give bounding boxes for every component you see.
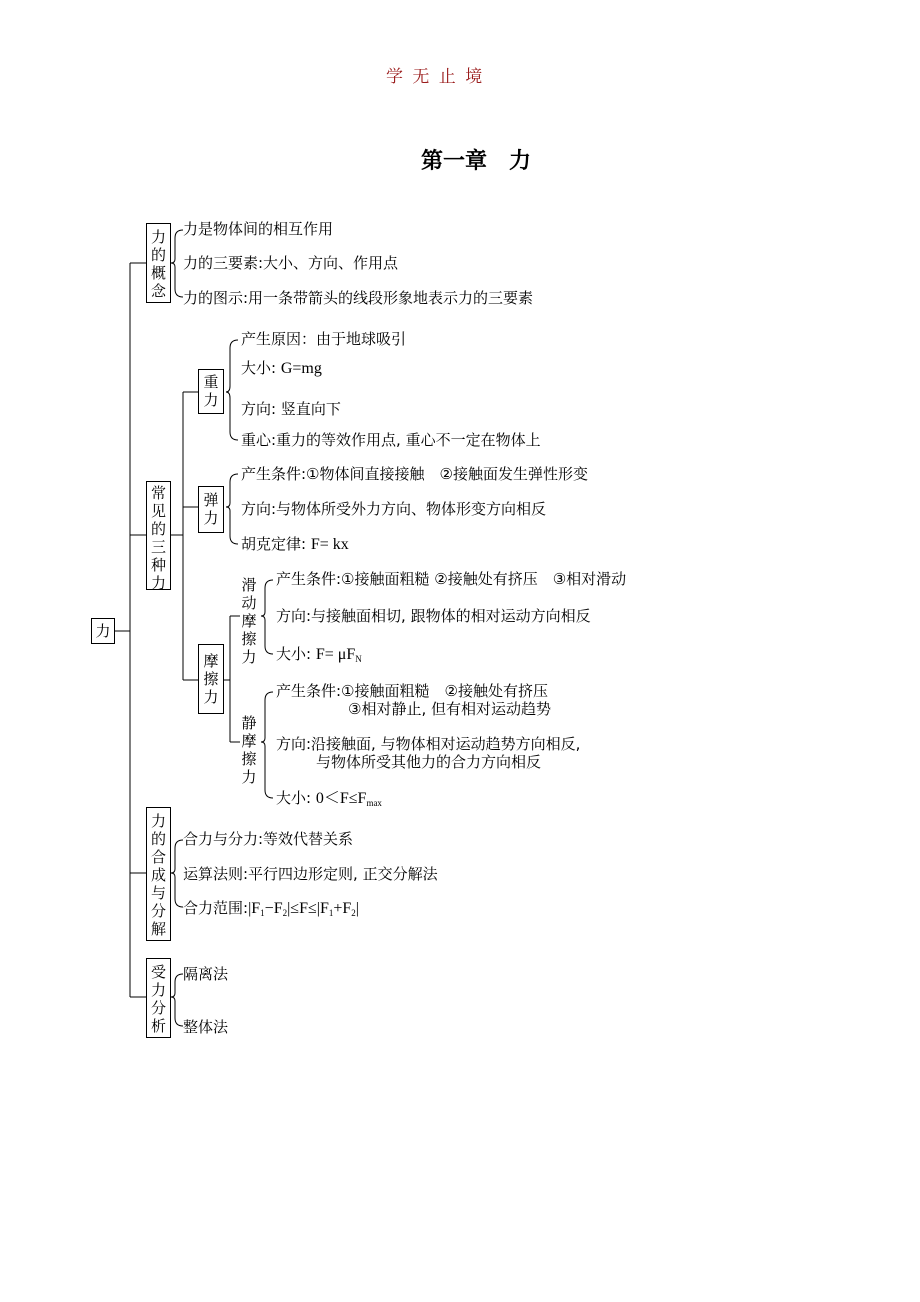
static-direction-cont: 与物体所受其他力的合力方向相反 [316, 753, 542, 771]
concept-box-label: 力 的 概 念 [150, 228, 166, 300]
range-sub: 2 [351, 908, 356, 918]
range-part: +F [333, 900, 352, 917]
analysis-label: 受 力 分 析 [150, 963, 166, 1035]
static-friction-label [240, 714, 258, 786]
elastic-hooke [241, 535, 349, 554]
sliding-direction: 方向:与接触面相切, 跟物体的相对运动方向相反 [276, 607, 591, 625]
static-direction: 方向:沿接触面, 与物体相对运动趋势方向相反, [276, 735, 581, 753]
hooke-formula: F= kx [310, 536, 349, 553]
concept-item: 力的图示:用一条带箭头的线段形象地表示力的三要素 [183, 289, 534, 307]
common-forces-box [146, 481, 171, 590]
gravity-formula: G=mg [280, 360, 322, 377]
gravity-box [198, 369, 224, 414]
friction-box [198, 644, 224, 714]
sliding-friction-label [240, 576, 258, 666]
analysis-box [146, 958, 171, 1038]
gravity-center: 重心:重力的等效作用点, 重心不一定在物体上 [241, 431, 541, 449]
range-part: |F [248, 900, 261, 917]
elastic-label: 弹 力 [203, 491, 219, 527]
elastic-condition: 产生条件:①物体间直接接触 ②接触面发生弹性形变 [241, 465, 588, 483]
friction-label: 摩 擦 力 [203, 652, 219, 706]
static-size [276, 789, 382, 812]
chapter-title: 第一章 力 [421, 149, 532, 174]
analysis-item: 隔离法 [183, 965, 229, 983]
hooke-label: 胡克定律: [241, 535, 307, 553]
range-sub: 1 [328, 908, 334, 918]
common-forces-label: 常 见 的 三 种 力 [150, 484, 166, 592]
sliding-friction-text: 滑 动 摩 擦 力 [241, 576, 257, 666]
composition-item: 合力与分力:等效代替关系 [183, 830, 354, 848]
analysis-item: 整体法 [183, 1018, 229, 1036]
root-node-force [91, 618, 115, 644]
gravity-cause: 产生原因：由于地球吸引 [241, 330, 407, 348]
static-formula: 0＜F≤F [315, 790, 367, 807]
range-part: −F [264, 900, 283, 917]
elastic-direction: 方向:与物体所受外力方向、物体形变方向相反 [241, 500, 547, 518]
elastic-box [198, 486, 224, 533]
composition-item: 运算法则:平行四边形定则, 正交分解法 [183, 865, 438, 883]
gravity-size [241, 359, 322, 378]
concept-item: 力是物体间的相互作用 [183, 220, 334, 238]
gravity-direction: 方向: 竖直向下 [241, 400, 341, 418]
sliding-size [276, 645, 362, 668]
range-formula [248, 900, 359, 917]
composition-box [146, 807, 171, 941]
concept-item: 力的三要素:大小、方向、作用点 [183, 254, 399, 272]
range-part: | [355, 900, 359, 917]
range-sub: 1 [260, 908, 265, 918]
header-motto: 学 无 止 境 [386, 67, 485, 87]
static-condition-cont: ③相对静止, 但有相对运动趋势 [348, 700, 551, 718]
range-part: |≤F≤|F [287, 900, 329, 917]
sliding-formula: F= μF [315, 646, 356, 663]
sliding-formula-sub: N [355, 654, 362, 664]
composition-range [183, 899, 359, 922]
static-formula-sub: max [366, 798, 382, 808]
gravity-label: 重 力 [203, 373, 219, 409]
sliding-size-label: 大小: [276, 645, 312, 663]
range-label: 合力范围: [183, 899, 249, 917]
static-condition: 产生条件:①接触面粗糙 ②接触处有挤压 [276, 682, 548, 700]
root-node-label: 力 [95, 622, 111, 640]
range-sub: 2 [282, 908, 288, 918]
static-size-label: 大小: [276, 789, 312, 807]
static-friction-text: 静 摩 擦 力 [241, 714, 257, 786]
concept-box [146, 223, 171, 303]
gravity-size-label: 大小: [241, 359, 277, 377]
sliding-condition: 产生条件:①接触面粗糙 ②接触处有挤压 ③相对滑动 [276, 570, 627, 588]
composition-label: 力 的 合 成 与 分 解 [150, 812, 166, 938]
